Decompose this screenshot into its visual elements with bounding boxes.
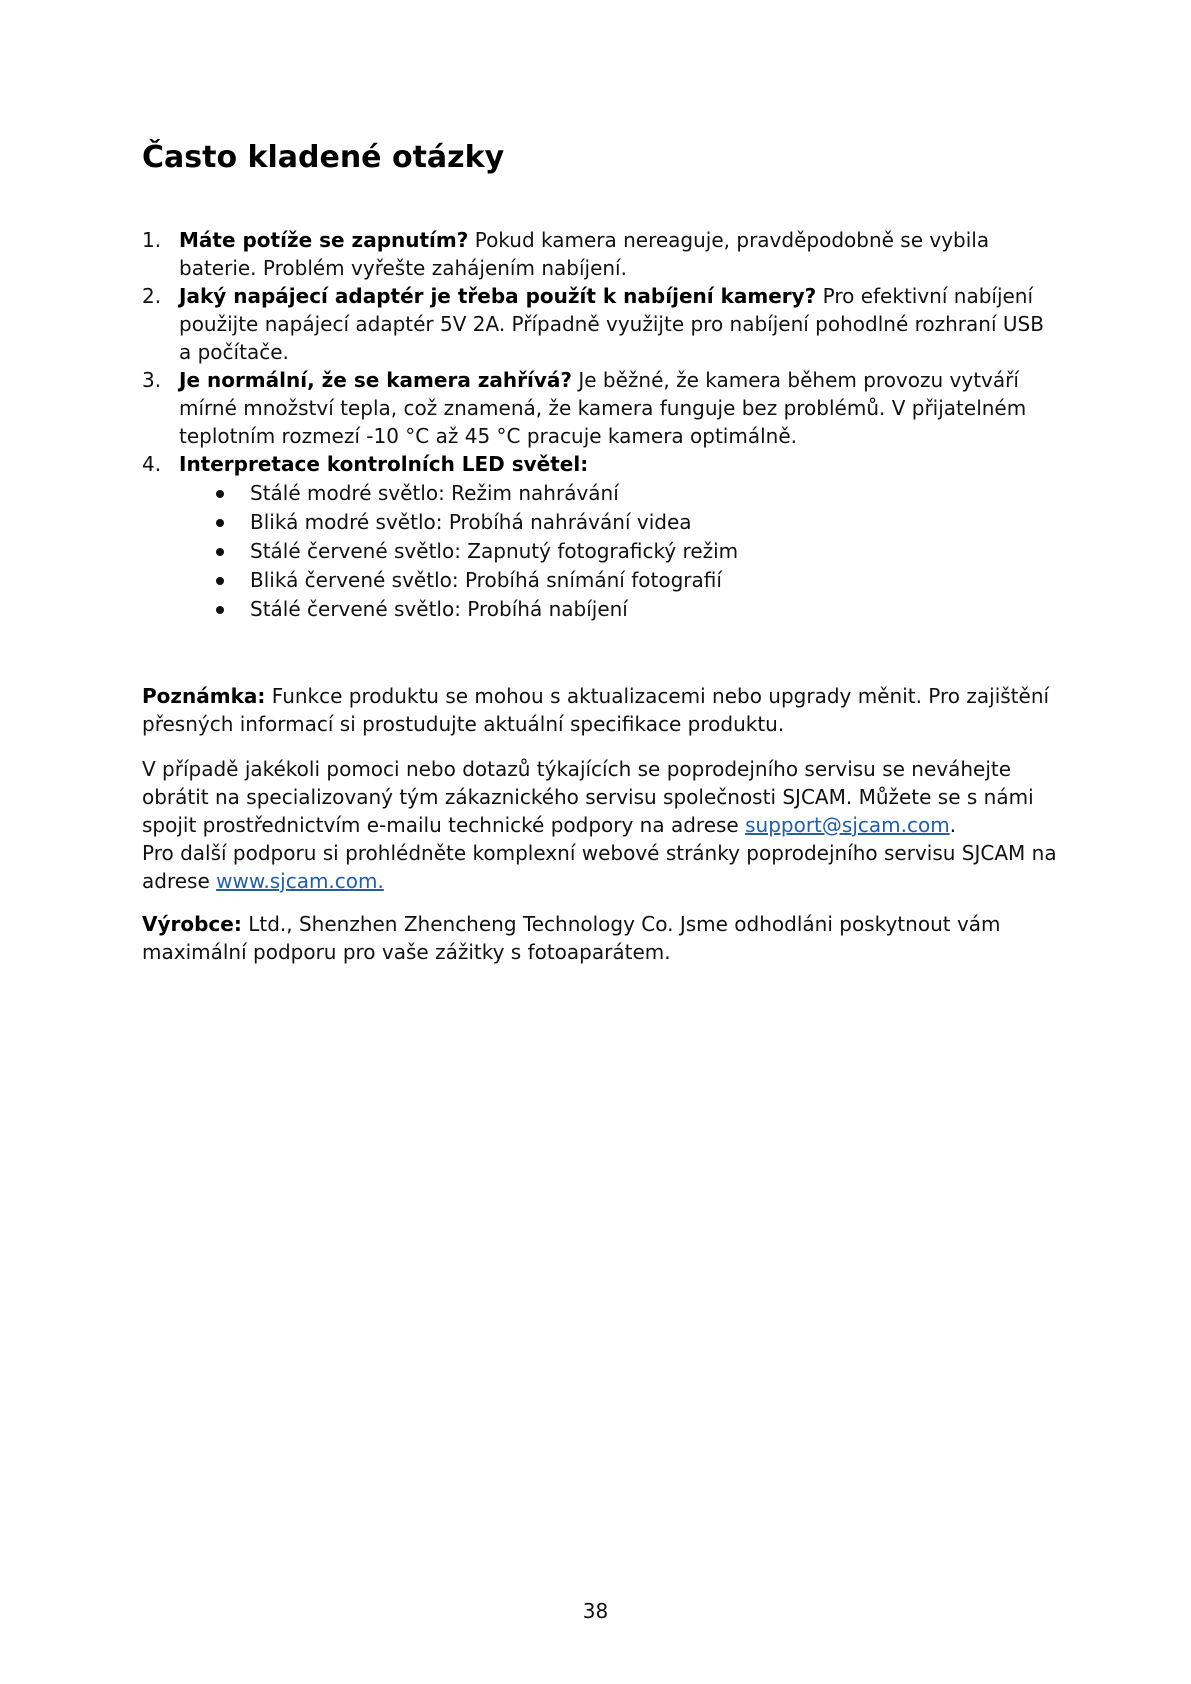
faq-number: 1. [142, 228, 162, 252]
manufacturer-label: Výrobce: [142, 912, 242, 936]
note-text: Funkce produktu se mohou s aktualizacemi nebo upgrady měnit. Pro zajištění přesných informací si prostudujte aktuální specifikace produktu. [142, 684, 1050, 736]
faq-item-2 [142, 282, 1062, 366]
list-item [214, 508, 1062, 537]
faq-question: Je normální, že se kamera zahřívá? [179, 368, 573, 392]
page-number: 38 [582, 1599, 609, 1623]
faq-number: 2. [142, 284, 162, 308]
list-item [214, 595, 1062, 624]
faq-list [142, 226, 1062, 624]
faq-question: Interpretace kontrolních LED světel: [179, 452, 589, 476]
faq-answer: Pro efektivní nabíjení použijte napájecí adaptér 5V 2A. Případně využijte pro nabíjení pohodlné rozhraní USB a počítače. [179, 284, 1044, 364]
bullet-icon [216, 577, 224, 585]
bullet-icon [216, 548, 224, 556]
list-item [214, 537, 1062, 566]
faq-answer: Je běžné, že kamera během provozu vytváří mírné množství tepla, což znamená, že kamera funguje bez problémů. V přijatelném teplotním rozmezí -10 °C až 45 °C pracuje kamera optimálně. [179, 368, 1027, 448]
led-state-text: Stálé modré světlo: Režim nahrávání [250, 481, 619, 505]
page-title: Často kladené otázky [142, 140, 505, 175]
website-link[interactable]: www.sjcam.com. [216, 869, 384, 893]
bullet-icon [216, 606, 224, 614]
bullet-icon [216, 490, 224, 498]
bullet-icon [216, 519, 224, 527]
manufacturer-paragraph [142, 910, 1062, 966]
support-text-end: . [949, 813, 957, 837]
list-item [214, 479, 1062, 508]
faq-answer: Pokud kamera nereaguje, pravděpodobně se vybila baterie. Problém vyřešte zahájením nabíjení. [179, 228, 990, 280]
led-state-text: Bliká červené světlo: Probíhá snímání fotografií [250, 568, 722, 592]
faq-item-4 [142, 450, 1062, 478]
support-website-text: Pro další podporu si prohlédněte komplexní webové stránky poprodejního servisu SJCAM na adrese [142, 841, 1057, 893]
faq-item-1 [142, 226, 1062, 282]
faq-question: Máte potíže se zapnutím? [179, 228, 469, 252]
led-state-text: Bliká modré světlo: Probíhá nahrávání videa [250, 510, 692, 534]
led-state-list [214, 479, 1062, 624]
manufacturer-text: Ltd., Shenzhen Zhencheng Technology Co. Jsme odhodláni poskytnout vám maximální podporu pro vaše zážitky s fotoaparátem. [142, 912, 1001, 964]
note-label: Poznámka: [142, 684, 266, 708]
note-paragraph [142, 682, 1062, 738]
support-paragraph [142, 755, 1062, 895]
faq-number: 3. [142, 368, 162, 392]
support-text: V případě jakékoli pomoci nebo dotazů týkajících se poprodejního servisu se neváhejte obrátit na specializovaný tým zákaznického servisu společnosti SJCAM. Můžete se s námi spojit prostřednictvím e-mailu technické podpory na adrese [142, 757, 1034, 837]
faq-question: Jaký napájecí adaptér je třeba použít k nabíjení kamery? [179, 284, 817, 308]
faq-number: 4. [142, 452, 162, 476]
support-email-link[interactable]: support@sjcam.com [745, 813, 950, 837]
led-state-text: Stálé červené světlo: Probíhá nabíjení [250, 597, 628, 621]
led-state-text: Stálé červené světlo: Zapnutý fotografický režim [250, 539, 739, 563]
list-item [214, 566, 1062, 595]
faq-item-3 [142, 366, 1062, 450]
